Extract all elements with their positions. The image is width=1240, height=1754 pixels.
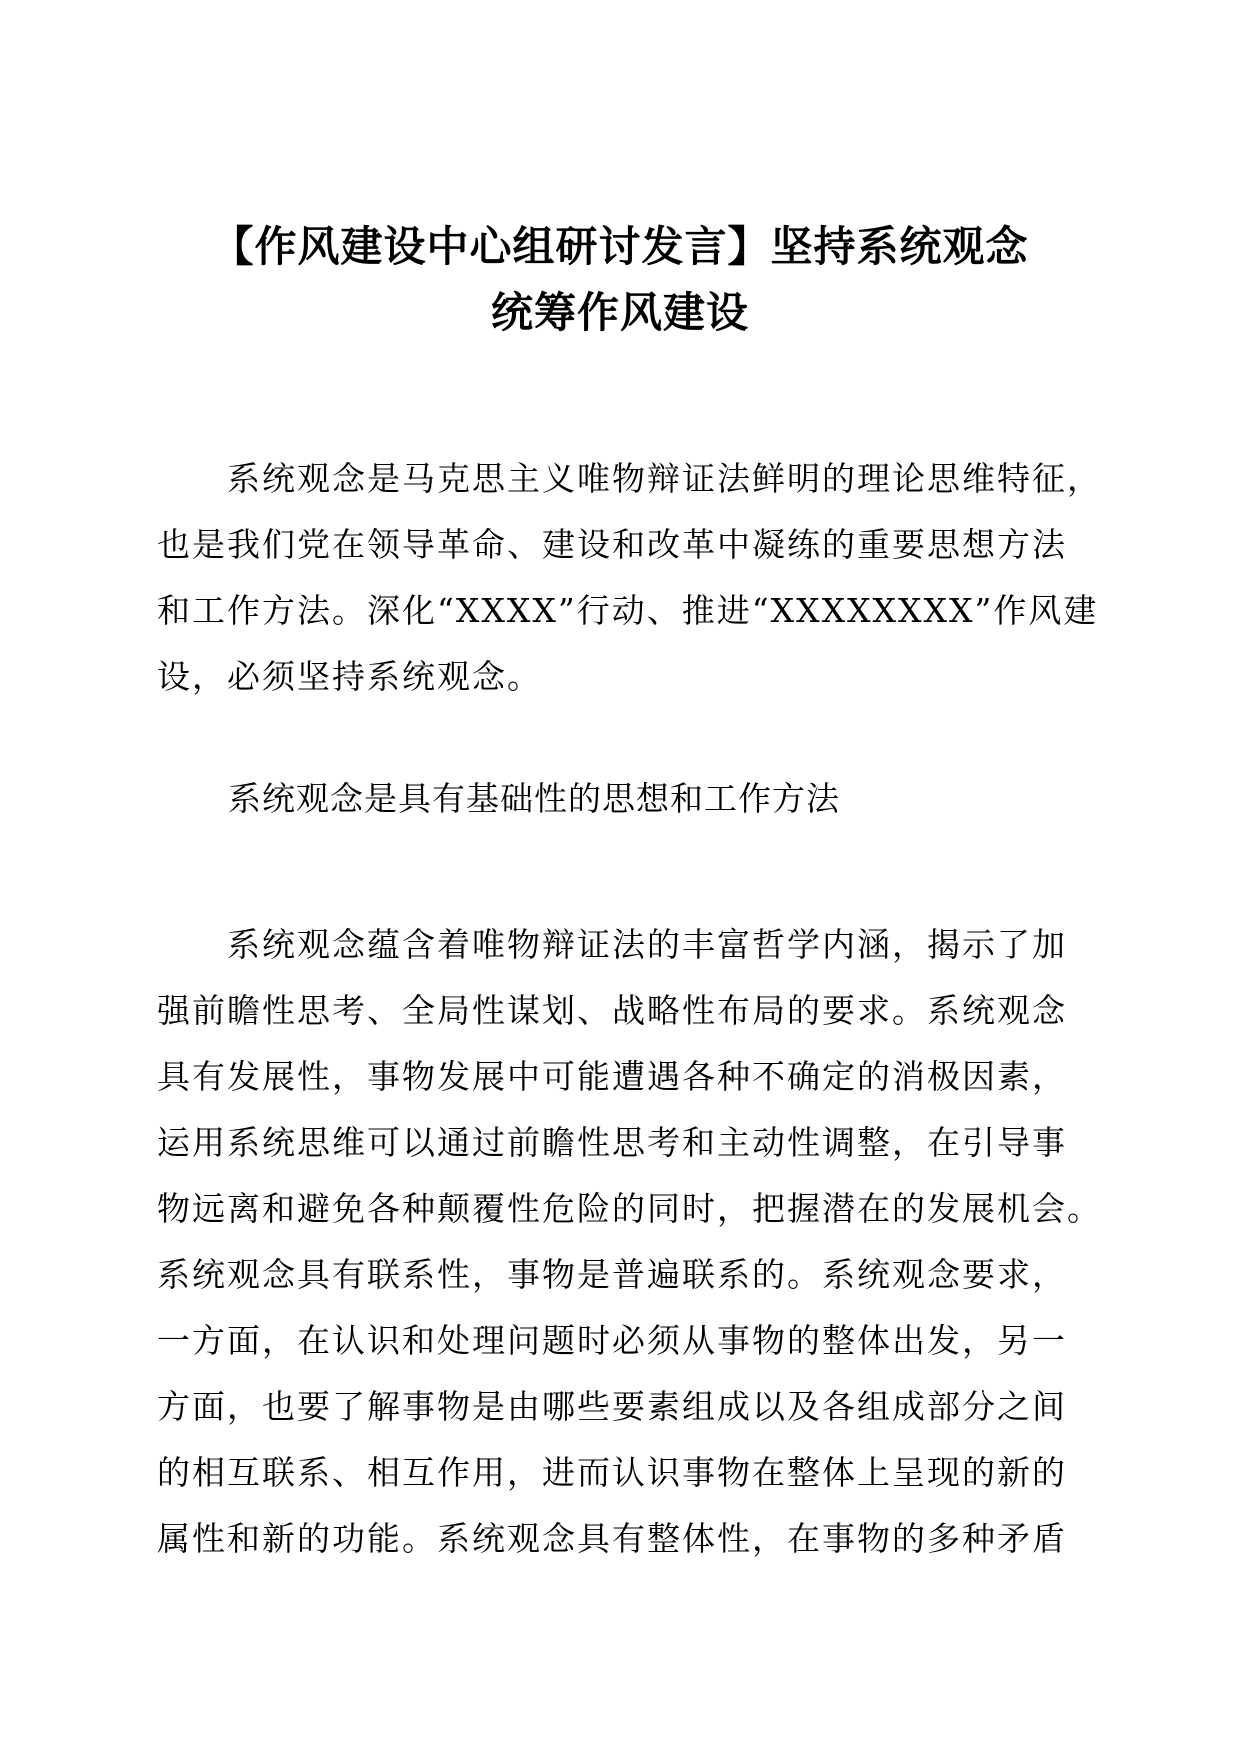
paragraph-line: 一方面，在认识和处理问题时必须从事物的整体出发，另一: [157, 1321, 1067, 1360]
paragraph-line: 系统观念具有联系性，事物是普遍联系的。系统观念要求，: [157, 1255, 1067, 1294]
title-line-1: 【作风建设中心组研讨发言】坚持系统观念: [211, 222, 1029, 271]
paragraph-line: 和工作方法。深化“XXXX”行动、推进“XXXXXXXX”作风建: [157, 591, 1099, 630]
paragraph-line: 系统观念蕴含着唯物辩证法的丰富哲学内涵，揭示了加: [157, 925, 1067, 964]
title-line-2: 统筹作风建设: [490, 288, 749, 337]
paragraph-body: [157, 912, 1102, 1572]
paragraph-intro: [157, 446, 1102, 710]
paragraph-line: 运用系统思维可以通过前瞻性思考和主动性调整，在引导事: [157, 1123, 1067, 1162]
paragraph-line: 属性和新的功能。系统观念具有整体性，在事物的多种矛盾: [157, 1519, 1067, 1558]
paragraph-line: 系统观念是马克思主义唯物辩证法鲜明的理论思维特征，: [157, 459, 1102, 498]
document-title: [150, 214, 1090, 346]
paragraph-line: 设，必须坚持系统观念。: [157, 657, 542, 696]
paragraph-line: 方面，也要了解事物是由哪些要素组成以及各组成部分之间: [157, 1387, 1067, 1426]
paragraph-line: 强前瞻性思考、全局性谋划、战略性布局的要求。系统观念: [157, 991, 1067, 1030]
paragraph-line: 物远离和避免各种颠覆性危险的同时，把握潜在的发展机会。: [157, 1189, 1102, 1228]
paragraph-line: 也是我们党在领导革命、建设和改革中凝练的重要思想方法: [157, 525, 1067, 564]
section-heading: 系统观念是具有基础性的思想和工作方法: [228, 779, 840, 818]
paragraph-line: 具有发展性，事物发展中可能遭遇各种不确定的消极因素，: [157, 1057, 1067, 1096]
paragraph-line: 的相互联系、相互作用，进而认识事物在整体上呈现的新的: [157, 1453, 1067, 1492]
